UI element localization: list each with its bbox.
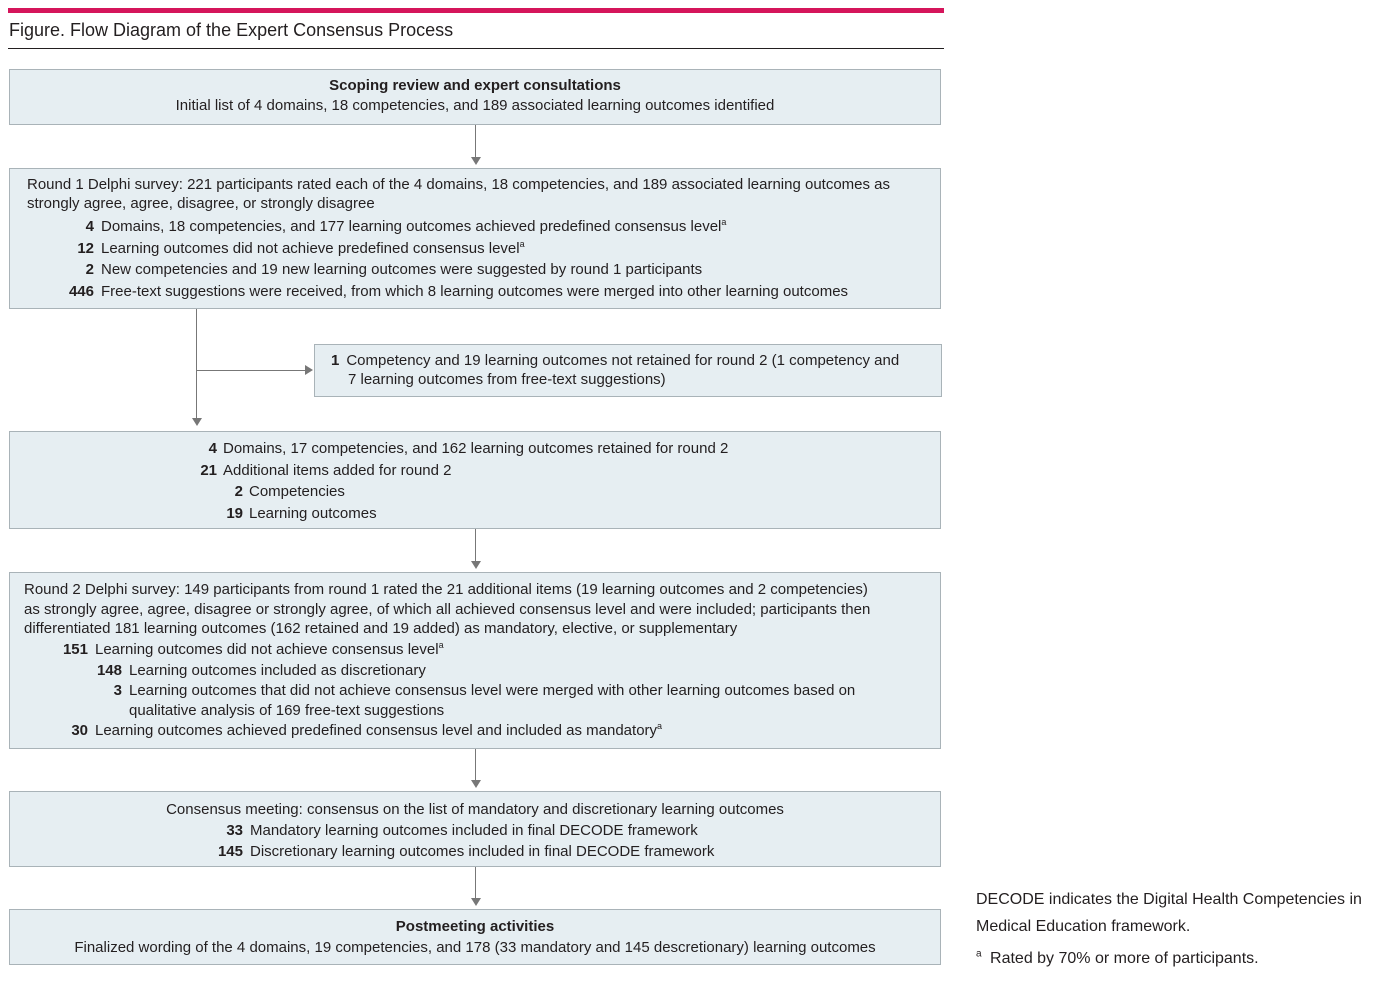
- arrow-head-3: [471, 780, 481, 788]
- arrow-line-1: [475, 125, 476, 157]
- round2-item-label: Learning outcomes included as discretionary: [129, 661, 426, 679]
- scoping-review-text: Initial list of 4 domains, 18 competencies, and 189 associated learning outcomes identified: [175, 97, 775, 114]
- retained-item-label: Learning outcomes: [249, 504, 377, 522]
- retained-item-label: Domains, 17 competencies, and 162 learning outcomes retained for round 2: [223, 440, 729, 457]
- consensus-item-num: 145: [217, 843, 243, 860]
- accent-bar: [8, 8, 944, 13]
- consensus-item-label: Mandatory learning outcomes included in final DECODE framework: [250, 822, 698, 839]
- branch-arrow-head: [192, 418, 202, 426]
- retained-item-num: 21: [200, 461, 217, 479]
- not-retained-num: 1: [331, 352, 340, 369]
- decode-note: DECODE indicates the Digital Health Competencies in Medical Education framework.: [976, 891, 1362, 935]
- not-retained-line2: [331, 370, 941, 389]
- round2-desc-text1: Round 2 Delphi survey: 149 participants from round 1 rated the 21 additional items (19 learning outcomes and 2 competencies): [24, 581, 868, 598]
- footnote-mark: a: [976, 948, 982, 960]
- round2-item-label: Learning outcomes did not achieve consensus level: [95, 640, 439, 658]
- round2-item-label: Learning outcomes that did not achieve consensus level were merged with other learning outcomes based on: [129, 681, 856, 699]
- consensus-item: [10, 820, 940, 841]
- postmeeting-title: Postmeeting activities: [395, 918, 555, 935]
- retained-item: [10, 481, 940, 503]
- round1-item-label: Domains, 18 competencies, and 177 learning outcomes achieved predefined consensus level: [101, 218, 722, 235]
- arrow-head-1: [471, 157, 481, 165]
- retained-item-num: 2: [234, 483, 243, 500]
- round1-desc-text2: strongly agree, agree, disagree, or strongly disagree: [27, 195, 375, 212]
- retained-item: [10, 503, 940, 525]
- round2-desc-text3: differentiated 181 learning outcomes (162 retained and 19 added) as mandatory, elective, or supplementary: [24, 620, 738, 637]
- round2-item: [24, 681, 940, 701]
- retained-item-label: Competencies: [249, 483, 345, 500]
- consensus-item: [10, 841, 940, 862]
- round1-item: [27, 238, 940, 260]
- not-retained-box: [314, 344, 942, 397]
- round2-item: [24, 720, 940, 742]
- footnote-marker: a: [657, 720, 663, 731]
- round1-item-num: 446: [68, 282, 94, 300]
- round2-delphi-box: [9, 572, 941, 749]
- round2-item-num: 148: [96, 661, 122, 679]
- title-rule: [8, 48, 944, 49]
- retained-item-label: Additional items added for round 2: [223, 461, 452, 479]
- round1-desc-text1: Round 1 Delphi survey: 221 participants rated each of the 4 domains, 18 competencies, and 189 associated learning outcomes as: [27, 176, 891, 193]
- round2-item: [24, 660, 940, 681]
- round2-item-label: Learning outcomes achieved predefined consensus level and included as mandatory: [95, 721, 658, 739]
- round2-desc-line2: [24, 600, 940, 620]
- round1-item: [27, 259, 940, 281]
- arrow-line-4: [475, 867, 476, 898]
- footnote-marker: a: [519, 238, 525, 249]
- retained-round2-box: [9, 431, 941, 529]
- round1-item-label: Free-text suggestions were received, from which 8 learning outcomes were merged into other learning outcomes: [101, 282, 849, 300]
- round2-desc-line1: [24, 580, 940, 600]
- consensus-meeting-box: [9, 791, 941, 867]
- retained-item-num: 4: [208, 440, 217, 457]
- round1-delphi-box: [9, 168, 941, 309]
- side-arrow-head: [305, 365, 313, 375]
- round2-item: [24, 639, 940, 660]
- footnote-marker: a: [438, 639, 444, 650]
- postmeeting-box: [9, 909, 941, 965]
- side-arrow-line: [196, 370, 305, 371]
- arrow-line-2: [475, 529, 476, 561]
- round2-desc-line3: [24, 619, 940, 639]
- arrow-head-4: [471, 898, 481, 906]
- round1-desc-line1: [27, 175, 940, 195]
- round1-item-num: 2: [85, 261, 94, 278]
- round1-item-label: New competencies and 19 new learning outcomes were suggested by round 1 participants: [101, 261, 703, 278]
- footnote-marker: a: [721, 217, 727, 227]
- branch-line: [196, 309, 197, 418]
- retained-item: [10, 438, 940, 460]
- scoping-review-box: [9, 69, 941, 125]
- arrow-head-2: [471, 561, 481, 569]
- retained-item-num: 19: [226, 504, 243, 522]
- round1-item: [27, 216, 940, 238]
- retained-item: [10, 460, 940, 482]
- consensus-item-label: Discretionary learning outcomes included in final DECODE framework: [250, 843, 715, 860]
- round2-item-continuation: [24, 701, 940, 720]
- scoping-review-title: Scoping review and expert consultations: [329, 77, 621, 94]
- postmeeting-text: Finalized wording of the 4 domains, 19 competencies, and 178 (33 mandatory and 145 descretionary) learning outcomes: [74, 939, 876, 956]
- figure-title: Figure. Flow Diagram of the Expert Consensus Process: [9, 20, 454, 40]
- consensus-item-num: 33: [226, 822, 243, 839]
- arrow-line-3: [475, 749, 476, 780]
- round2-item-num: 30: [71, 721, 88, 739]
- round1-item-num: 12: [77, 239, 94, 257]
- round1-item: [27, 281, 940, 303]
- round2-desc-text2: as strongly agree, agree, disagree or strongly agree, of which all achieved consensus level and were included; participants then: [24, 600, 871, 618]
- not-retained-line1: [331, 351, 941, 370]
- round1-item-label: Learning outcomes did not achieve predefined consensus level: [101, 239, 520, 257]
- round1-desc-line2: [27, 194, 940, 214]
- footnote-text: Rated by 70% or more of participants.: [990, 950, 1259, 967]
- footnote: [976, 945, 1391, 972]
- round1-item-num: 4: [85, 218, 94, 235]
- not-retained-text1: Competency and 19 learning outcomes not retained for round 2 (1 competency and: [346, 352, 900, 369]
- round2-item-label2: qualitative analysis of 169 free-text suggestions: [129, 701, 445, 719]
- consensus-meeting-title: Consensus meeting: consensus on the list of mandatory and discretionary learning outcomes: [166, 801, 784, 818]
- round2-item-num: 151: [62, 640, 88, 658]
- round2-item-num: 3: [113, 681, 122, 699]
- not-retained-text2: 7 learning outcomes from free-text suggestions): [348, 371, 666, 388]
